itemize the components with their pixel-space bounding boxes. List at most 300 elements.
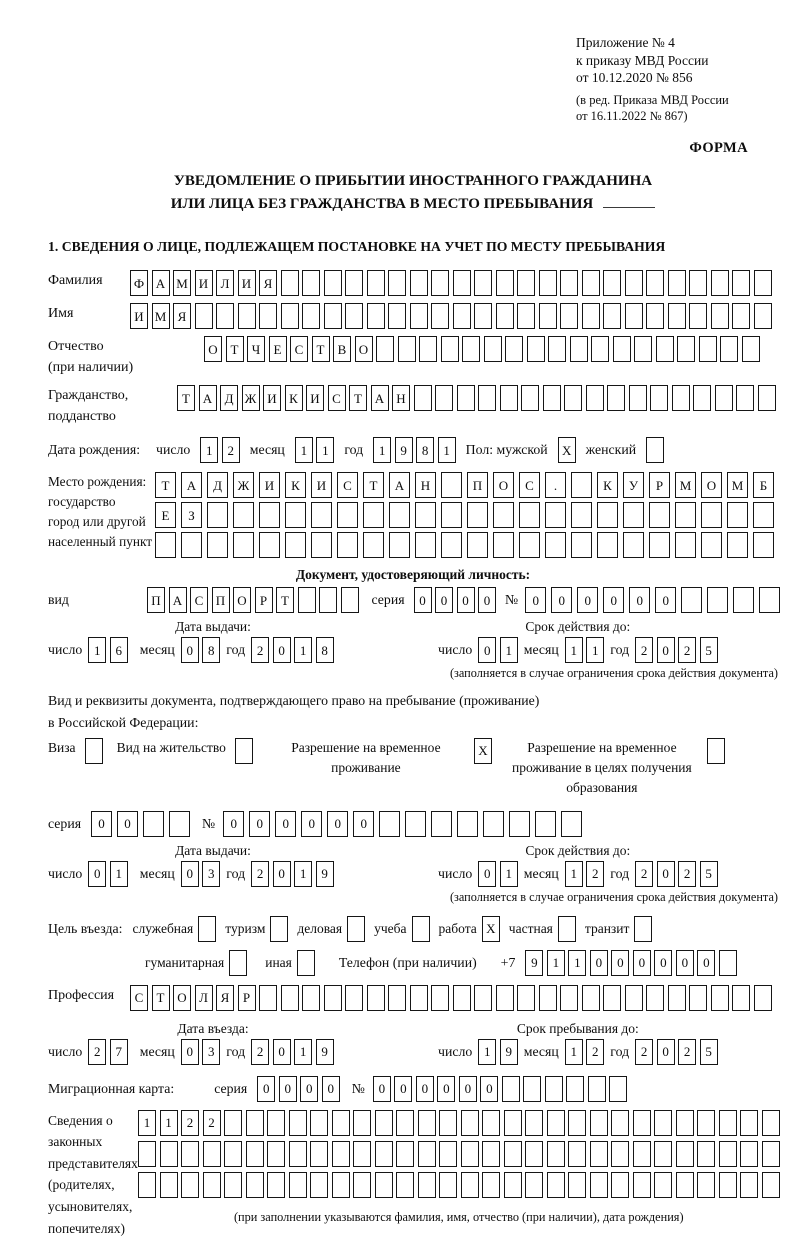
char-cell[interactable]	[482, 1110, 500, 1136]
char-cell[interactable]	[727, 502, 748, 528]
char-cell[interactable]	[405, 811, 426, 837]
char-cell[interactable]	[527, 336, 545, 362]
char-cell[interactable]: П	[147, 587, 165, 613]
char-cell[interactable]: Т	[276, 587, 294, 613]
char-cell[interactable]: 0	[633, 950, 651, 976]
char-cell[interactable]	[649, 502, 670, 528]
char-cell[interactable]	[496, 270, 514, 296]
char-cell[interactable]	[439, 1172, 457, 1198]
char-cell[interactable]	[398, 336, 416, 362]
char-cell[interactable]: 2	[251, 637, 269, 663]
char-cell[interactable]: Ч	[247, 336, 265, 362]
char-cell[interactable]: 0	[657, 1039, 675, 1065]
char-cell[interactable]	[646, 270, 664, 296]
char-cell[interactable]	[564, 385, 582, 411]
char-cell[interactable]	[517, 985, 535, 1011]
char-cell[interactable]	[478, 385, 496, 411]
char-cell[interactable]	[701, 502, 722, 528]
char-cell[interactable]	[759, 587, 780, 613]
char-cell[interactable]	[521, 385, 539, 411]
char-cell[interactable]	[560, 270, 578, 296]
char-cell[interactable]	[281, 303, 299, 329]
char-cell[interactable]: 1	[88, 637, 106, 663]
char-cell[interactable]: К	[285, 472, 306, 498]
char-cell[interactable]	[715, 385, 733, 411]
char-cell[interactable]: С	[519, 472, 540, 498]
char-cell[interactable]	[482, 1172, 500, 1198]
char-cell[interactable]	[582, 985, 600, 1011]
char-cell[interactable]: С	[328, 385, 346, 411]
char-cell[interactable]: 0	[478, 861, 496, 887]
char-cell[interactable]: 0	[480, 1076, 498, 1102]
char-cell[interactable]: И	[263, 385, 281, 411]
char-cell[interactable]	[525, 1110, 543, 1136]
char-cell[interactable]: 2	[586, 1039, 604, 1065]
char-cell[interactable]	[138, 1172, 156, 1198]
char-cell[interactable]	[613, 336, 631, 362]
checkbox[interactable]	[297, 950, 315, 976]
char-cell[interactable]	[281, 985, 299, 1011]
char-cell[interactable]	[389, 502, 410, 528]
char-cell[interactable]	[732, 270, 750, 296]
char-cell[interactable]	[625, 985, 643, 1011]
char-cell[interactable]	[267, 1172, 285, 1198]
char-cell[interactable]	[379, 811, 400, 837]
char-cell[interactable]: Р	[649, 472, 670, 498]
char-cell[interactable]: Ж	[242, 385, 260, 411]
char-cell[interactable]: 0	[373, 1076, 391, 1102]
char-cell[interactable]	[441, 532, 462, 558]
char-cell[interactable]	[224, 1172, 242, 1198]
char-cell[interactable]	[571, 472, 592, 498]
char-cell[interactable]: 0	[414, 587, 432, 613]
char-cell[interactable]	[324, 985, 342, 1011]
char-cell[interactable]	[396, 1110, 414, 1136]
char-cell[interactable]	[233, 502, 254, 528]
char-cell[interactable]: 0	[655, 587, 676, 613]
char-cell[interactable]: 1	[565, 861, 583, 887]
char-cell[interactable]	[582, 303, 600, 329]
char-cell[interactable]: X	[558, 437, 576, 463]
checkbox[interactable]	[412, 916, 430, 942]
char-cell[interactable]	[504, 1110, 522, 1136]
char-cell[interactable]	[431, 303, 449, 329]
char-cell[interactable]	[462, 336, 480, 362]
char-cell[interactable]: 5	[700, 637, 718, 663]
char-cell[interactable]: А	[371, 385, 389, 411]
char-cell[interactable]: Т	[363, 472, 384, 498]
char-cell[interactable]: Р	[238, 985, 256, 1011]
char-cell[interactable]	[668, 303, 686, 329]
char-cell[interactable]	[376, 336, 394, 362]
char-cell[interactable]: С	[130, 985, 148, 1011]
char-cell[interactable]: 5	[700, 861, 718, 887]
checkbox[interactable]: X	[482, 916, 500, 942]
char-cell[interactable]	[388, 303, 406, 329]
char-cell[interactable]	[597, 532, 618, 558]
char-cell[interactable]	[711, 303, 729, 329]
char-cell[interactable]: З	[181, 502, 202, 528]
char-cell[interactable]: 0	[435, 587, 453, 613]
char-cell[interactable]: Д	[207, 472, 228, 498]
checkbox[interactable]	[707, 738, 725, 764]
char-cell[interactable]: 1	[500, 637, 518, 663]
char-cell[interactable]: 0	[478, 637, 496, 663]
char-cell[interactable]: 0	[322, 1076, 340, 1102]
char-cell[interactable]: Л	[195, 985, 213, 1011]
char-cell[interactable]	[711, 985, 729, 1011]
char-cell[interactable]: 6	[110, 637, 128, 663]
char-cell[interactable]	[719, 950, 737, 976]
char-cell[interactable]	[519, 502, 540, 528]
char-cell[interactable]: 5	[700, 1039, 718, 1065]
char-cell[interactable]: 0	[223, 811, 244, 837]
char-cell[interactable]: .	[545, 472, 566, 498]
char-cell[interactable]	[341, 587, 359, 613]
char-cell[interactable]	[539, 270, 557, 296]
char-cell[interactable]: Ж	[233, 472, 254, 498]
char-cell[interactable]	[561, 811, 582, 837]
char-cell[interactable]	[502, 1076, 520, 1102]
char-cell[interactable]: 1	[295, 437, 313, 463]
char-cell[interactable]	[753, 502, 774, 528]
char-cell[interactable]: 1	[200, 437, 218, 463]
char-cell[interactable]: Я	[259, 270, 277, 296]
char-cell[interactable]: 0	[181, 861, 199, 887]
char-cell[interactable]	[675, 502, 696, 528]
char-cell[interactable]	[611, 1110, 629, 1136]
char-cell[interactable]: 1	[565, 1039, 583, 1065]
char-cell[interactable]	[375, 1172, 393, 1198]
char-cell[interactable]	[656, 336, 674, 362]
char-cell[interactable]: 0	[437, 1076, 455, 1102]
char-cell[interactable]	[646, 437, 664, 463]
char-cell[interactable]: 1	[294, 637, 312, 663]
char-cell[interactable]	[650, 385, 668, 411]
char-cell[interactable]	[155, 532, 176, 558]
char-cell[interactable]: 0	[275, 811, 296, 837]
char-cell[interactable]: 0	[249, 811, 270, 837]
char-cell[interactable]: 9	[316, 1039, 334, 1065]
char-cell[interactable]	[607, 385, 625, 411]
char-cell[interactable]	[611, 1172, 629, 1198]
char-cell[interactable]	[493, 532, 514, 558]
checkbox[interactable]	[85, 738, 103, 764]
char-cell[interactable]	[457, 811, 478, 837]
char-cell[interactable]	[591, 336, 609, 362]
char-cell[interactable]: 2	[203, 1110, 221, 1136]
checkbox[interactable]	[634, 916, 652, 942]
char-cell[interactable]: 0	[394, 1076, 412, 1102]
char-cell[interactable]	[169, 811, 190, 837]
char-cell[interactable]: Л	[216, 270, 234, 296]
char-cell[interactable]: Т	[177, 385, 195, 411]
char-cell[interactable]	[431, 270, 449, 296]
char-cell[interactable]: 3	[202, 1039, 220, 1065]
char-cell[interactable]	[367, 985, 385, 1011]
char-cell[interactable]: Н	[415, 472, 436, 498]
char-cell[interactable]	[676, 1172, 694, 1198]
char-cell[interactable]: Т	[226, 336, 244, 362]
char-cell[interactable]	[539, 985, 557, 1011]
char-cell[interactable]	[689, 303, 707, 329]
char-cell[interactable]	[289, 1110, 307, 1136]
char-cell[interactable]: Т	[349, 385, 367, 411]
char-cell[interactable]	[676, 1110, 694, 1136]
char-cell[interactable]: П	[212, 587, 230, 613]
char-cell[interactable]	[633, 1110, 651, 1136]
char-cell[interactable]	[634, 336, 652, 362]
char-cell[interactable]	[181, 532, 202, 558]
char-cell[interactable]: И	[130, 303, 148, 329]
char-cell[interactable]: 2	[635, 1039, 653, 1065]
char-cell[interactable]	[311, 532, 332, 558]
char-cell[interactable]: И	[259, 472, 280, 498]
char-cell[interactable]	[762, 1172, 780, 1198]
char-cell[interactable]	[623, 532, 644, 558]
char-cell[interactable]	[762, 1110, 780, 1136]
char-cell[interactable]: И	[238, 270, 256, 296]
char-cell[interactable]	[332, 1172, 350, 1198]
char-cell[interactable]: 0	[279, 1076, 297, 1102]
char-cell[interactable]	[289, 1172, 307, 1198]
char-cell[interactable]	[525, 1172, 543, 1198]
char-cell[interactable]: 0	[603, 587, 624, 613]
char-cell[interactable]: Т	[155, 472, 176, 498]
char-cell[interactable]	[461, 1110, 479, 1136]
char-cell[interactable]: 0	[478, 587, 496, 613]
char-cell[interactable]	[668, 985, 686, 1011]
char-cell[interactable]: 0	[525, 587, 546, 613]
char-cell[interactable]	[720, 336, 738, 362]
char-cell[interactable]	[216, 303, 234, 329]
char-cell[interactable]: 1	[316, 437, 334, 463]
char-cell[interactable]	[543, 385, 561, 411]
char-cell[interactable]	[337, 532, 358, 558]
char-cell[interactable]: 9	[395, 437, 413, 463]
char-cell[interactable]: О	[204, 336, 222, 362]
char-cell[interactable]: 2	[678, 861, 696, 887]
char-cell[interactable]	[568, 1110, 586, 1136]
char-cell[interactable]: 1	[478, 1039, 496, 1065]
char-cell[interactable]: А	[181, 472, 202, 498]
char-cell[interactable]	[504, 1172, 522, 1198]
char-cell[interactable]: 0	[88, 861, 106, 887]
char-cell[interactable]: О	[173, 985, 191, 1011]
char-cell[interactable]: 0	[300, 1076, 318, 1102]
char-cell[interactable]: 2	[678, 1039, 696, 1065]
char-cell[interactable]	[535, 811, 556, 837]
char-cell[interactable]: 0	[416, 1076, 434, 1102]
char-cell[interactable]	[505, 336, 523, 362]
char-cell[interactable]: О	[493, 472, 514, 498]
char-cell[interactable]	[337, 502, 358, 528]
char-cell[interactable]	[375, 1110, 393, 1136]
char-cell[interactable]: 0	[577, 587, 598, 613]
checkbox[interactable]	[235, 738, 253, 764]
char-cell[interactable]	[281, 270, 299, 296]
char-cell[interactable]	[732, 303, 750, 329]
char-cell[interactable]: 0	[273, 1039, 291, 1065]
char-cell[interactable]: 0	[91, 811, 112, 837]
char-cell[interactable]	[697, 1172, 715, 1198]
char-cell[interactable]	[677, 336, 695, 362]
char-cell[interactable]: 2	[678, 637, 696, 663]
char-cell[interactable]	[414, 385, 432, 411]
char-cell[interactable]: А	[152, 270, 170, 296]
char-cell[interactable]: 2	[635, 637, 653, 663]
char-cell[interactable]: 2	[181, 1110, 199, 1136]
char-cell[interactable]	[332, 1110, 350, 1136]
char-cell[interactable]: 9	[525, 950, 543, 976]
char-cell[interactable]	[207, 532, 228, 558]
char-cell[interactable]	[453, 985, 471, 1011]
char-cell[interactable]	[207, 502, 228, 528]
char-cell[interactable]: 9	[500, 1039, 518, 1065]
char-cell[interactable]: С	[190, 587, 208, 613]
char-cell[interactable]	[609, 1076, 627, 1102]
char-cell[interactable]: 0	[457, 587, 475, 613]
char-cell[interactable]	[410, 270, 428, 296]
char-cell[interactable]	[311, 502, 332, 528]
char-cell[interactable]	[259, 985, 277, 1011]
char-cell[interactable]	[324, 303, 342, 329]
checkbox[interactable]: X	[474, 738, 492, 764]
char-cell[interactable]	[571, 532, 592, 558]
char-cell[interactable]	[439, 1110, 457, 1136]
char-cell[interactable]: М	[173, 270, 191, 296]
char-cell[interactable]: Я	[216, 985, 234, 1011]
char-cell[interactable]	[493, 502, 514, 528]
char-cell[interactable]: 1	[160, 1110, 178, 1136]
char-cell[interactable]	[570, 336, 588, 362]
char-cell[interactable]	[181, 1172, 199, 1198]
char-cell[interactable]: Я	[173, 303, 191, 329]
char-cell[interactable]	[732, 985, 750, 1011]
char-cell[interactable]	[711, 270, 729, 296]
char-cell[interactable]	[419, 336, 437, 362]
char-cell[interactable]	[367, 303, 385, 329]
char-cell[interactable]	[353, 1110, 371, 1136]
char-cell[interactable]	[367, 270, 385, 296]
char-cell[interactable]	[754, 985, 772, 1011]
char-cell[interactable]: И	[306, 385, 324, 411]
char-cell[interactable]: 7	[110, 1039, 128, 1065]
char-cell[interactable]	[345, 303, 363, 329]
char-cell[interactable]: 1	[294, 1039, 312, 1065]
char-cell[interactable]: 1	[568, 950, 586, 976]
char-cell[interactable]: 2	[251, 1039, 269, 1065]
char-cell[interactable]	[633, 1172, 651, 1198]
char-cell[interactable]: С	[337, 472, 358, 498]
char-cell[interactable]: С	[290, 336, 308, 362]
char-cell[interactable]	[467, 532, 488, 558]
checkbox[interactable]	[270, 916, 288, 942]
char-cell[interactable]	[467, 502, 488, 528]
char-cell[interactable]	[754, 270, 772, 296]
char-cell[interactable]: А	[199, 385, 217, 411]
char-cell[interactable]: Е	[269, 336, 287, 362]
char-cell[interactable]	[736, 385, 754, 411]
char-cell[interactable]: 0	[353, 811, 374, 837]
char-cell[interactable]	[548, 336, 566, 362]
char-cell[interactable]: 2	[222, 437, 240, 463]
char-cell[interactable]: 2	[635, 861, 653, 887]
char-cell[interactable]	[699, 336, 717, 362]
char-cell[interactable]	[461, 1172, 479, 1198]
char-cell[interactable]	[441, 502, 462, 528]
char-cell[interactable]	[523, 1076, 541, 1102]
char-cell[interactable]	[195, 303, 213, 329]
char-cell[interactable]	[259, 532, 280, 558]
char-cell[interactable]	[285, 502, 306, 528]
char-cell[interactable]	[267, 1110, 285, 1136]
char-cell[interactable]: М	[152, 303, 170, 329]
char-cell[interactable]	[693, 385, 711, 411]
char-cell[interactable]	[625, 270, 643, 296]
char-cell[interactable]	[672, 385, 690, 411]
char-cell[interactable]: 0	[657, 861, 675, 887]
char-cell[interactable]	[259, 502, 280, 528]
char-cell[interactable]: 0	[590, 950, 608, 976]
char-cell[interactable]: 1	[294, 861, 312, 887]
char-cell[interactable]	[363, 502, 384, 528]
char-cell[interactable]	[363, 532, 384, 558]
char-cell[interactable]: 0	[654, 950, 672, 976]
char-cell[interactable]	[246, 1172, 264, 1198]
char-cell[interactable]	[623, 502, 644, 528]
char-cell[interactable]	[560, 303, 578, 329]
char-cell[interactable]: 0	[273, 861, 291, 887]
char-cell[interactable]	[238, 303, 256, 329]
char-cell[interactable]	[758, 385, 776, 411]
char-cell[interactable]: 0	[551, 587, 572, 613]
char-cell[interactable]	[654, 1110, 672, 1136]
char-cell[interactable]: К	[285, 385, 303, 411]
char-cell[interactable]	[396, 1172, 414, 1198]
char-cell[interactable]	[566, 1076, 584, 1102]
char-cell[interactable]: 2	[586, 861, 604, 887]
char-cell[interactable]: Т	[312, 336, 330, 362]
char-cell[interactable]: Д	[220, 385, 238, 411]
char-cell[interactable]	[519, 532, 540, 558]
char-cell[interactable]	[517, 270, 535, 296]
char-cell[interactable]	[388, 270, 406, 296]
char-cell[interactable]: О	[701, 472, 722, 498]
char-cell[interactable]	[545, 502, 566, 528]
char-cell[interactable]	[474, 303, 492, 329]
char-cell[interactable]: 0	[257, 1076, 275, 1102]
char-cell[interactable]: 2	[251, 861, 269, 887]
char-cell[interactable]	[509, 811, 530, 837]
char-cell[interactable]: 2	[88, 1039, 106, 1065]
char-cell[interactable]	[547, 1172, 565, 1198]
char-cell[interactable]	[246, 1110, 264, 1136]
checkbox[interactable]	[347, 916, 365, 942]
char-cell[interactable]	[160, 1172, 178, 1198]
char-cell[interactable]	[547, 1110, 565, 1136]
char-cell[interactable]: А	[389, 472, 410, 498]
char-cell[interactable]	[302, 270, 320, 296]
char-cell[interactable]: Р	[255, 587, 273, 613]
char-cell[interactable]	[410, 303, 428, 329]
char-cell[interactable]	[418, 1172, 436, 1198]
char-cell[interactable]	[345, 985, 363, 1011]
char-cell[interactable]	[484, 336, 502, 362]
char-cell[interactable]: У	[623, 472, 644, 498]
char-cell[interactable]	[668, 270, 686, 296]
checkbox[interactable]	[229, 950, 247, 976]
